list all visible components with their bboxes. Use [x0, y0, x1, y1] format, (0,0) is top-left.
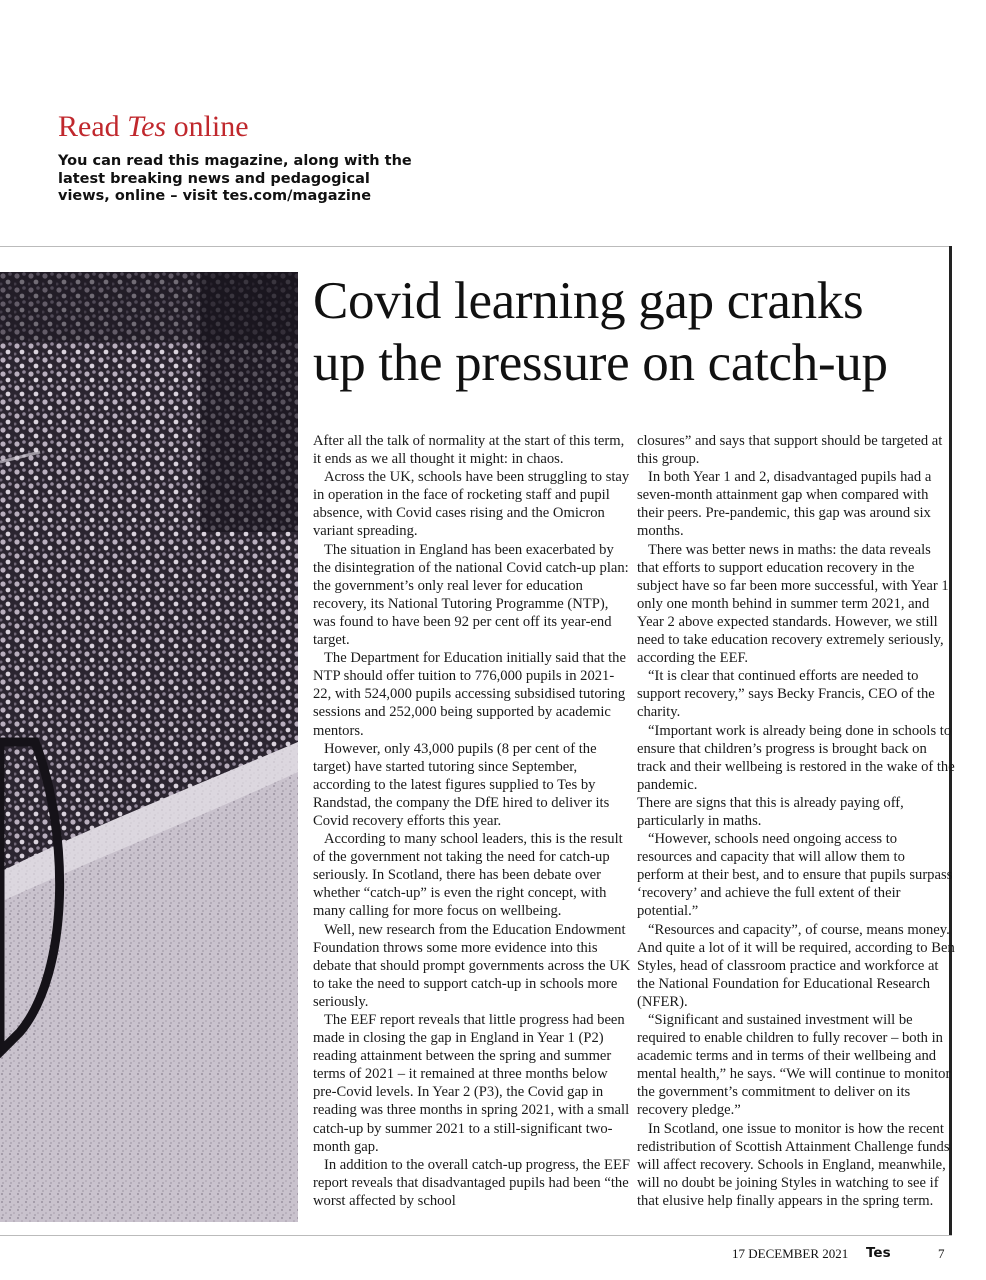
paragraph: Well, new research from the Education Endowment Foundation throws some more evidence into this debate that should prompt governments across the UK to take the need to support catch-up in schools more seriously. [313, 921, 631, 1010]
paragraph: In addition to the overall catch-up progress, the EEF report reveals that disadvantaged pupils had been “the worst affected by school [313, 1156, 630, 1209]
promo-read: Read [58, 110, 120, 143]
paragraph: “Important work is already being done in schools to ensure that children’s progress is brought back on track and their wellbeing is restored in the wake of the pandemic. [637, 722, 955, 793]
page-number: 7 [938, 1246, 945, 1261]
paragraph: Across the UK, schools have been struggling to stay in operation in the face of rocketing staff and pupil absence, with Covid cases rising and the Omicron variant spreading. [313, 469, 630, 540]
paragraph: “However, schools need ongoing access to resources and capacity that will allow them to perform at their best, and to ensure that pupils surpass ‘recovery’ and achieve the full extent of their potential.” [637, 831, 953, 920]
paragraph: In both Year 1 and 2, disadvantaged pupils had a seven-month attainment gap when compared with their peers. Pre-pandemic, this gap was around six months. [637, 469, 932, 540]
paragraph: “It is clear that continued efforts are needed to support recovery,” says Becky Francis, CEO of the charity. [637, 668, 935, 721]
article-column-2 [637, 432, 955, 1210]
paragraph: According to many school leaders, this is the result of the government not taking the need for catch-up seriously. In Scotland, there has been debate over whether “catch-up” is even the right concept, with many calling for more focus on wellbeing. [313, 831, 623, 920]
footer-brand: Tes [866, 1245, 891, 1261]
promo-online: online [173, 110, 249, 143]
headline-line-1: Covid learning gap cranks [313, 272, 864, 330]
article-column-1 [313, 432, 631, 1210]
paragraph: The EEF report reveals that little progress had been made in closing the gap in England in Year 1 (P2) reading attainment between the spring and summer terms of 2021 – it remained at three months below pre-Covid levels. In Year 2 (P3), the Covid gap in reading was three months in spring 2021, with a small catch-up by summer 2021 to a still-significant two-month gap. [313, 1012, 630, 1155]
bottom-divider [0, 1235, 952, 1236]
bicycle-road-photo [0, 272, 298, 1222]
paragraph: However, only 43,000 pupils (8 per cent of the target) have started tutoring since September, according to the latest figures supplied to Tes by Randstad, the company the DfE hired to deliver its Covid recovery efforts this year. [313, 740, 610, 829]
footer-date: 17 DECEMBER 2021 [732, 1246, 849, 1261]
paragraph: After all the talk of normality at the start of this term, it ends as we all thought it might: in chaos. [313, 433, 625, 468]
paragraph: There was better news in maths: the data reveals that efforts to support education recovery in the subject have so far been more successful, with Year 1 only one month behind in summer term 2021, and Year 2 above expected standards. However, we still need to take education recovery extremely seriously, according the EEF. [637, 541, 949, 667]
headline-line-2: up the pressure on catch-up [313, 334, 888, 392]
top-divider [0, 246, 952, 247]
article-photo [0, 272, 298, 1222]
promo-title [58, 110, 249, 143]
paragraph: In Scotland, one issue to monitor is how the recent redistribution of Scottish Attainment Challenge funds will affect recovery. Schools in England, meanwhile, will no doubt be joining Styles in watching to see if that elusive help finally appears in the spring term. [637, 1120, 950, 1209]
paragraph: There are signs that this is already paying off, particularly in maths. [637, 794, 904, 829]
paragraph: “Resources and capacity”, of course, means money. And quite a lot of it will be required, according to Ben Styles, head of classroom practice and workforce at the National Foundation for Educational Research (NFER). [637, 921, 955, 1010]
promo-body: You can read this magazine, along with the latest breaking news and pedagogical views, online – visit tes.com/magazine [58, 153, 412, 204]
paragraph: “Significant and sustained investment will be required to enable children to fully recover – both in academic terms and in terms of their wellbeing and mental health,” he says. “We will continue to monitor the government’s commitment to deliver on its recovery pledge.” [637, 1012, 951, 1119]
paragraph: The situation in England has been exacerbated by the disintegration of the national Covid catch-up plan: the government’s only real lever for education recovery, its National Tutoring Programme (NTP), was found to have been 92 per cent off its year-end target. [313, 541, 629, 649]
paragraph: The Department for Education initially said that the NTP should offer tuition to 776,000 pupils in 2021-22, with 524,000 pupils accessing subsidised tutoring sessions and 252,000 being supported by academic mentors. [313, 650, 626, 739]
headline [313, 270, 953, 394]
promo-brand: Tes [127, 110, 167, 143]
paragraph: closures” and says that support should be targeted at this group. [637, 433, 943, 468]
